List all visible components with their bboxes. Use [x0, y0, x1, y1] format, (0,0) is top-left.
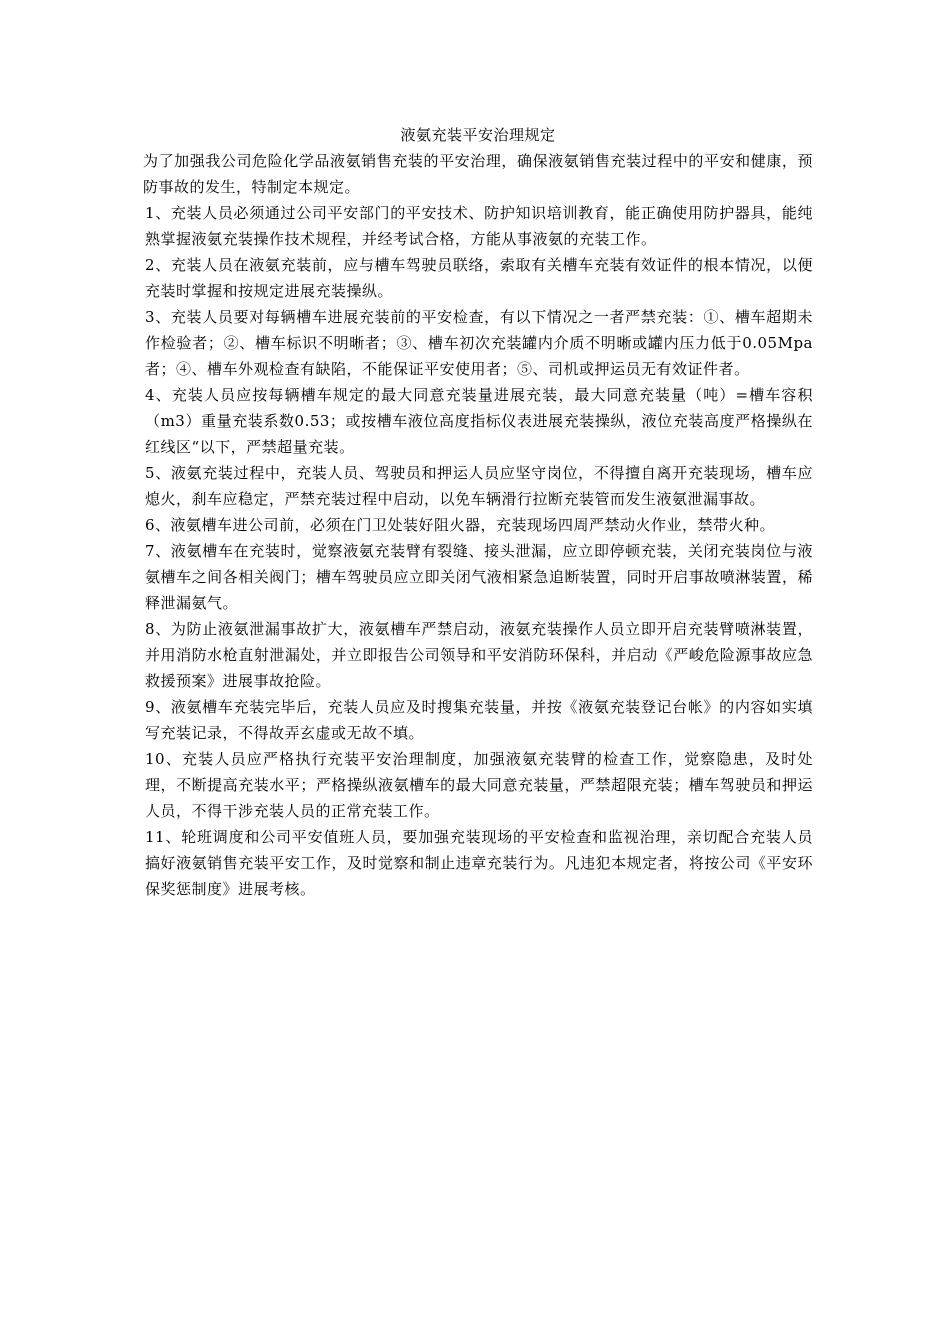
rule-item-2: 2、充装人员在液氨充装前，应与槽车驾驶员联络，索取有关槽车充装有效证件的根本情况，以便充装时掌握和按规定进展充装操纵。: [145, 256, 813, 300]
rule-item-9: 9、液氨槽车充装完毕后，充装人员应及时搜集充装量，并按《液氨充装登记台帐》的内容如实填写充装记录，不得故弄玄虚或无故不填。: [145, 698, 813, 742]
rule-item-8: 8、为防止液氨泄漏事故扩大，液氨槽车严禁启动，液氨充装操作人员立即开启充装臂喷淋装置，并用消防水枪直射泄漏处，并立即报告公司领导和平安消防环保科，并启动《严峻危险源事故应急救援预案》进展事故抢险。: [145, 620, 813, 690]
document-body: [143, 122, 813, 902]
rule-item-11: 11、轮班调度和公司平安值班人员，要加强充装现场的平安检查和监视治理，亲切配合充装人员搞好液氨销售充装平安工作，及时觉察和制止违章充装行为。凡违犯本规定者，将按公司《平安环保奖惩制度》进展考核。: [145, 828, 813, 898]
rule-item-1: 1、充装人员必须通过公司平安部门的平安技术、防护知识培训教育，能正确使用防护器具，能纯熟掌握液氨充装操作技术规程，并经考试合格，方能从事液氨的充装工作。: [145, 204, 813, 248]
rule-item-10: 10、充装人员应严格执行充装平安治理制度，加强液氨充装臂的检查工作，觉察隐患，及时处理，不断提高充装水平；严格操纵液氨槽车的最大同意充装量，严禁超限充装；槽车驾驶员和押运人员，不得干涉充装人员的正常充装工作。: [145, 750, 813, 820]
rule-item-6: 6、液氨槽车进公司前，必须在门卫处装好阻火器，充装现场四周严禁动火作业，禁带火种。: [145, 516, 776, 534]
rule-item-5: 5、液氨充装过程中，充装人员、驾驶员和押运人员应坚守岗位，不得擅自离开充装现场，槽车应熄火，刹车应稳定，严禁充装过程中启动，以免车辆滑行拉断充装管而发生液氨泄漏事故。: [145, 464, 813, 508]
rule-item-7: 7、液氨槽车在充装时，觉察液氨充装臂有裂缝、接头泄漏，应立即停顿充装，关闭充装岗位与液氨槽车之间各相关阀门；槽车驾驶员应立即关闭气液相紧急追断装置，同时开启事故喷淋装置，稀释泄漏氨气。: [145, 542, 813, 612]
document-title: 液氨充装平安治理规定: [400, 126, 556, 144]
intro-paragraph: 为了加强我公司危险化学品液氨销售充装的平安治理，确保液氨销售充装过程中的平安和健康，预防事故的发生，特制定本规定。: [143, 152, 813, 196]
rule-item-4: 4、充装人员应按每辆槽车规定的最大同意充装量进展充装，最大同意充装量（吨）=槽车容积（m3）重量充装系数0.53；或按槽车液位高度指标仪表进展充装操纵，液位充装高度严格操纵在红线区“以下，严禁超量充装。: [145, 386, 813, 456]
rule-item-3: 3、充装人员要对每辆槽车进展充装前的平安检查，有以下情况之一者严禁充装：①、槽车超期未作检验者；②、槽车标识不明晰者；③、槽车初次充装罐内介质不明晰或罐内压力低于0.05Mpa者；④、槽车外观检查有缺陷，不能保证平安使用者；⑤、司机或押运员无有效证件者。: [145, 308, 813, 378]
